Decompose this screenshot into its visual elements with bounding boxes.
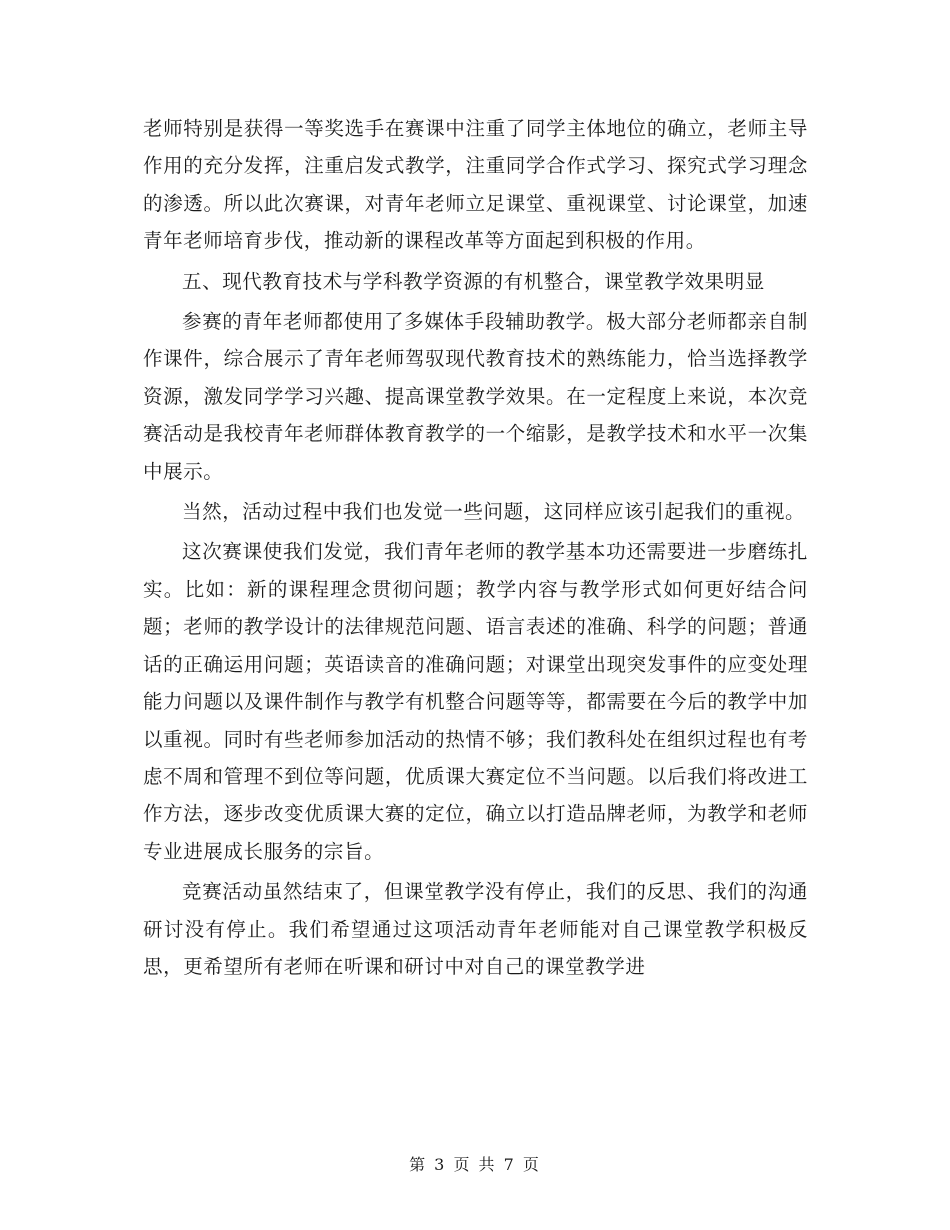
document-body xyxy=(143,110,808,988)
paragraph-problems-intro: 当然，活动过程中我们也发觉一些问题，这同样应该引起我们的重视。 xyxy=(182,500,806,524)
paragraph-continuation: 老师特别是获得一等奖选手在赛课中注重了同学主体地位的确立，老师主导作用的充分发挥，注重启发式教学，注重同学合作式学习、探究式学习理念的渗透。所以此次赛课，对青年老师立足课堂、重视课堂、讨论课堂，加速青年老师培育步伐，推动新的课程改革等方面起到积极的作用。 xyxy=(143,117,808,253)
paragraph-closing: 竞赛活动虽然结束了，但课堂教学没有停止，我们的反思、我们的沟通研讨没有停止。我们希望通过这项活动青年老师能对自己课堂教学积极反思，更希望所有老师在听课和研讨中对自己的课堂教学进 xyxy=(143,880,808,978)
paragraph-multimedia: 参赛的青年老师都使用了多媒体手段辅助教学。极大部分老师都亲自制作课件，综合展示了青年老师驾驭现代教育技术的熟练能力，恰当选择教学资源，激发同学学习兴趣、提高课堂教学效果。在一定程度上来说，本次竞赛活动是我校青年老师群体教育教学的一个缩影，是教学技术和水平一次集中展示。 xyxy=(143,310,808,483)
section-heading: 五、现代教育技术与学科教学资源的有机整合，课堂教学效果明显 xyxy=(182,269,765,293)
paragraph-problems-detail: 这次赛课使我们发觉，我们青年老师的教学基本功还需要进一步磨练扎实。比如：新的课程理念贯彻问题；教学内容与教学形式如何更好结合问题；老师的教学设计的法律规范问题、语言表述的准确、科学的问题；普通话的正确运用问题；英语读音的准确问题；对课堂出现突发事件的应变处理能力问题以及课件制作与教学有机整合问题等等，都需要在今后的教学中加以重视。同时有些老师参加活动的热情不够；我们教科处在组织过程也有考虑不周和管理不到位等问题，优质课大赛定位不当问题。以后我们将改进工作方法，逐步改变优质课大赛的定位，确立以打造品牌老师，为教学和老师专业进展成长服务的宗旨。 xyxy=(143,540,808,863)
page-number-footer: 第 3 页 共 7 页 xyxy=(409,1155,541,1174)
